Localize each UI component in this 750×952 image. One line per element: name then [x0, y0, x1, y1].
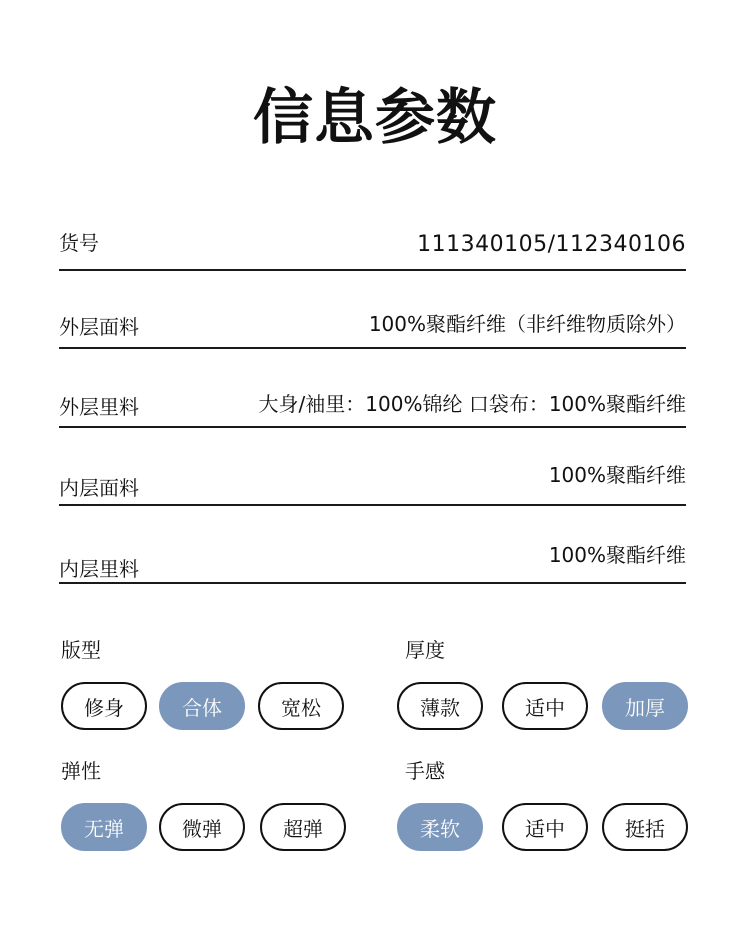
spec-label: 外层里料 [59, 395, 139, 419]
hand-feel-group-title: 手感 [405, 759, 445, 783]
spec-value: 100%聚酯纤维 [548, 543, 686, 567]
spec-row-outer-lining [59, 380, 686, 428]
spec-value: 100%聚酯纤维（非纤维物质除外） [368, 312, 686, 336]
spec-label: 货号 [59, 231, 99, 255]
fit-option-slim[interactable]: 修身 [61, 682, 147, 730]
elasticity-option-super[interactable]: 超弹 [260, 803, 346, 851]
thickness-group-title: 厚度 [405, 638, 445, 662]
hand-feel-option-crisp[interactable]: 挺括 [602, 803, 688, 851]
fit-option-loose[interactable]: 宽松 [258, 682, 344, 730]
elasticity-group-title: 弹性 [61, 759, 101, 783]
spec-value: 大身/袖里：100%锦纶 口袋布：100%聚酯纤维 [258, 392, 686, 416]
elasticity-option-slight[interactable]: 微弹 [159, 803, 245, 851]
spec-row-inner-lining [59, 538, 686, 584]
hand-feel-option-soft[interactable]: 柔软 [397, 803, 483, 851]
fit-group-title: 版型 [61, 638, 101, 662]
thickness-option-thick[interactable]: 加厚 [602, 682, 688, 730]
spec-row-item-number [59, 222, 686, 271]
spec-row-outer-fabric [59, 300, 686, 349]
spec-label: 内层面料 [59, 476, 139, 500]
spec-label: 内层里料 [59, 557, 139, 581]
hand-feel-option-medium[interactable]: 适中 [502, 803, 588, 851]
spec-value: 100%聚酯纤维 [548, 463, 686, 487]
spec-value: 111340105/112340106 [417, 232, 686, 257]
page-title: 信息参数 [253, 83, 497, 153]
spec-row-inner-fabric [59, 458, 686, 506]
thickness-option-medium[interactable]: 适中 [502, 682, 588, 730]
elasticity-option-none[interactable]: 无弹 [61, 803, 147, 851]
thickness-option-thin[interactable]: 薄款 [397, 682, 483, 730]
fit-option-regular[interactable]: 合体 [159, 682, 245, 730]
spec-label: 外层面料 [59, 315, 139, 339]
